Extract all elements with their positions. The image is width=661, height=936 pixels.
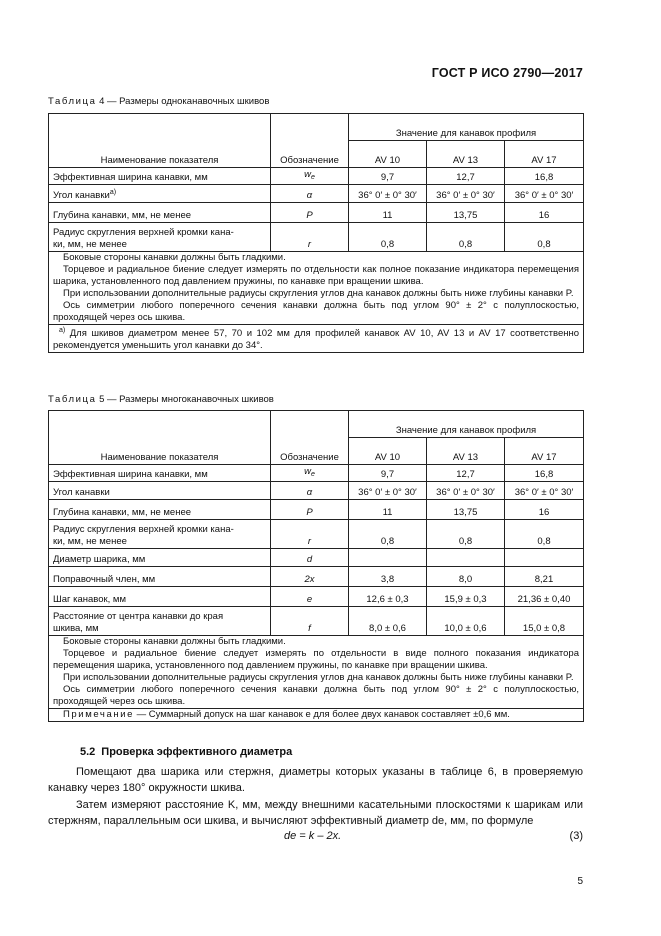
row-value: 16,8 (505, 168, 584, 185)
row-symbol: α (271, 482, 349, 500)
row-name: Поправочный член, мм (49, 567, 271, 587)
row-value: 12,7 (427, 465, 505, 482)
table4-caption: Таблица 4 — Размеры одноканавочных шкивов (48, 96, 270, 107)
row-value: 11 (349, 500, 427, 520)
table4-footnote-row (49, 325, 584, 353)
table4-footnote: $^{а)}$ Для шкивов диаметром менее 57, 70 и 102 мм для профилей канавок AV 10, AV 13 и AV 17 соответственно рекомендуется уменьшить угол канавки до 34°. (49, 325, 584, 353)
row-value: 12,6 ± 0,3 (349, 587, 427, 607)
table5-notes-row (49, 636, 584, 709)
table4-header-profile: AV 10 (349, 141, 427, 168)
table5-notes: Боковые стороны канавки должны быть гладкими. Торцевое и радиальное биение следует измерять по отдельности в виде полного показания индикатора перемещения шарика, установленного под давлением пружины, по канавке при вращении шкива. При использовании дополнительные радиусы скругления углов дна канавок должны быть ниже глубины канавки P. Ось симметрии любого поперечного сечения канавки должна быть под углом 90° ± 2° с полуплоскостью, проходящей через ось шкива. (49, 636, 584, 709)
formula-expression: de = k – 2x. (284, 830, 342, 842)
row-symbol: d (271, 549, 349, 567)
section-paragraph: Помещают два шарика или стержня, диаметры которых указаны в таблице 6, в проверяемую канавку через 180° окружности шкива. (48, 766, 583, 794)
table-row (49, 185, 584, 203)
standard-code: ГОСТ Р ИСО 2790—2017 (431, 66, 583, 80)
row-name: Глубина канавки, мм, не менее (49, 203, 271, 223)
row-symbol: 2x (271, 567, 349, 587)
row-symbol: f (271, 607, 349, 636)
row-name: Глубина канавки, мм, не менее (49, 500, 271, 520)
table-row (49, 168, 584, 185)
table4-header-value-group: Значение для канавок профиля (349, 114, 584, 141)
row-value: 36° 0′ ± 0° 30′ (505, 482, 584, 500)
table4-header-param: Наименование показателя (49, 114, 271, 168)
row-value: 36° 0′ ± 0° 30′ (427, 482, 505, 500)
row-value: 36° 0′ ± 0° 30′ (349, 185, 427, 203)
row-name: Угол канавки (49, 482, 271, 500)
row-value: 11 (349, 203, 427, 223)
row-value: 15,0 ± 0,8 (505, 607, 584, 636)
table5 (48, 410, 584, 722)
row-symbol: P (271, 203, 349, 223)
row-value: 0,8 (349, 520, 427, 549)
row-name: Радиус скругления верхней кромки кана- ки, мм, не менее (49, 520, 271, 549)
row-value: 8,0 (427, 567, 505, 587)
row-value: 10,0 ± 0,6 (427, 607, 505, 636)
row-value: 12,7 (427, 168, 505, 185)
table-row (49, 567, 584, 587)
row-symbol: α (271, 185, 349, 203)
row-value: 36° 0′ ± 0° 30′ (349, 482, 427, 500)
table-row (49, 223, 584, 252)
table4-header-profile: AV 17 (505, 141, 584, 168)
table5-header-symbol: Обозначение (271, 411, 349, 465)
section-heading: 5.2 Проверка эффективного диаметра (80, 746, 293, 758)
table5-header-profile: AV 13 (427, 438, 505, 465)
table5-header-value-group: Значение для канавок профиля (349, 411, 584, 438)
table-row (49, 465, 584, 482)
table4-notes: Боковые стороны канавки должны быть гладкими. Торцевое и радиальное биение следует измерять по отдельности как полное показание индикатора перемещения шарика, установленного под давлением пружины, по канавке при вращении шкива. При использовании дополнительные радиусы скругления углов дна канавок должны быть ниже глубины канавки P. Ось симметрии любого поперечного сечения канавки должна быть под углом 90° ± 2° с полуплоскостью, проходящей через ось шкива. (49, 252, 584, 325)
table5-header-profile: AV 17 (505, 438, 584, 465)
table5-caption: Таблица 5 — Размеры многоканавочных шкивов (48, 394, 274, 405)
row-name: Радиус скругления верхней кромки кана- ки, мм, не менее (49, 223, 271, 252)
row-value: 0,8 (427, 520, 505, 549)
row-value: 13,75 (427, 500, 505, 520)
row-symbol: e (271, 587, 349, 607)
row-value: 13,75 (427, 203, 505, 223)
row-value: 9,7 (349, 168, 427, 185)
page-number: 5 (577, 876, 583, 887)
table-row (49, 587, 584, 607)
row-value: 8,0 ± 0,6 (349, 607, 427, 636)
table4-header-profile: AV 13 (427, 141, 505, 168)
table-row (49, 549, 584, 567)
row-value: 21,36 ± 0,40 (505, 587, 584, 607)
row-value: 0,8 (505, 520, 584, 549)
table4-notes-row (49, 252, 584, 325)
row-name: Эффективная ширина канавки, мм (49, 465, 271, 482)
table-row (49, 607, 584, 636)
row-value: 15,9 ± 0,3 (427, 587, 505, 607)
table5-header-profile: AV 10 (349, 438, 427, 465)
table-row (49, 500, 584, 520)
table-row (49, 203, 584, 223)
table4 (48, 113, 584, 353)
table-row (49, 520, 584, 549)
row-symbol: P (271, 500, 349, 520)
row-value: 3,8 (349, 567, 427, 587)
row-value (505, 549, 584, 567)
row-name: Угол канавки$^{а)}$ (49, 185, 271, 203)
table4-header-symbol: Обозначение (271, 114, 349, 168)
table-row (49, 482, 584, 500)
table5-remark: Примечание — Суммарный допуск на шаг канавок e для более двух канавок составляет ±0,6 мм. (49, 709, 584, 722)
row-name: Эффективная ширина канавки, мм (49, 168, 271, 185)
row-value (427, 549, 505, 567)
row-symbol: r (271, 520, 349, 549)
row-symbol: $w_e$ (271, 465, 349, 482)
row-value: 0,8 (349, 223, 427, 252)
table5-remark-row (49, 709, 584, 722)
row-value: 36° 0′ ± 0° 30′ (427, 185, 505, 203)
row-value: 36° 0′ ± 0° 30′ (505, 185, 584, 203)
section-paragraph: Затем измеряют расстояние K, мм, между внешними касательными плоскостями к шарикам или стержням, параллельным оси шкива, и вычисляют эффективный диаметр de, мм, по формуле (48, 799, 583, 827)
row-value: 16,8 (505, 465, 584, 482)
row-value: 0,8 (505, 223, 584, 252)
row-value: 16 (505, 203, 584, 223)
row-value: 16 (505, 500, 584, 520)
row-name: Диаметр шарика, мм (49, 549, 271, 567)
row-value (349, 549, 427, 567)
row-symbol: $w_e$ (271, 168, 349, 185)
row-value: 9,7 (349, 465, 427, 482)
row-symbol: r (271, 223, 349, 252)
row-value: 8,21 (505, 567, 584, 587)
row-name: Шаг канавок, мм (49, 587, 271, 607)
formula-number: (3) (569, 830, 583, 842)
row-name: Расстояние от центра канавки до края шкива, мм (49, 607, 271, 636)
row-value: 0,8 (427, 223, 505, 252)
table5-header-param: Наименование показателя (49, 411, 271, 465)
